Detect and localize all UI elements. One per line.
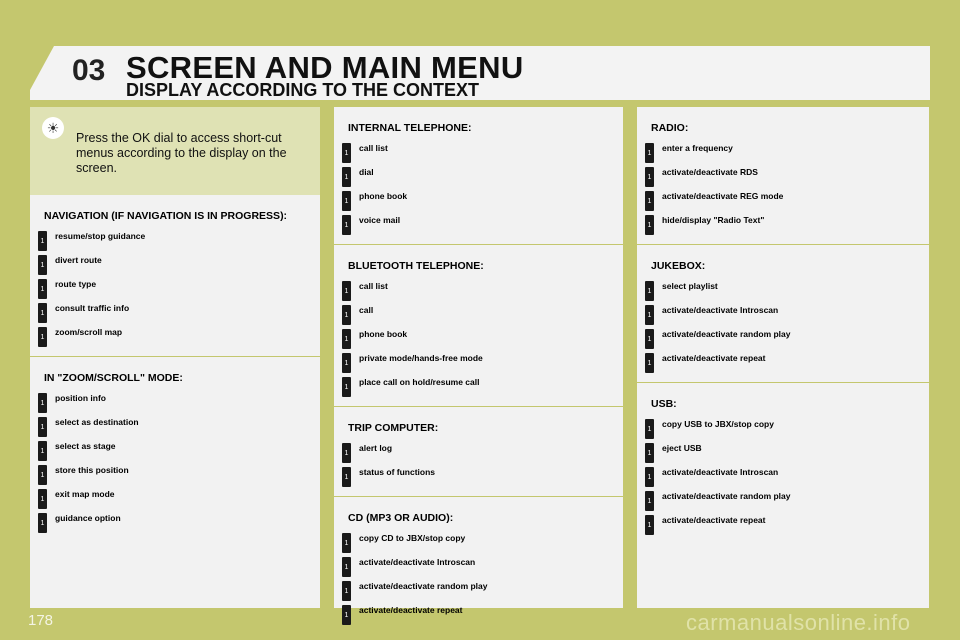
menu-item <box>334 142 623 166</box>
menu-item-label: zoom/scroll map <box>55 327 123 337</box>
menu-item-label: call list <box>359 143 388 153</box>
menu-item <box>334 280 623 304</box>
page-title: SCREEN AND MAIN MENU <box>126 50 524 85</box>
menu-item-label: eject USB <box>662 443 702 453</box>
menu-item <box>334 556 623 580</box>
section-title: NAVIGATION (IF NAVIGATION IS IN PROGRESS): <box>44 210 288 222</box>
step-number-badge: 1 <box>645 329 654 349</box>
menu-item-label: activate/deactivate random play <box>359 581 488 591</box>
menu-item <box>30 230 320 254</box>
menu-item <box>334 580 623 604</box>
menu-item-label: activate/deactivate random play <box>662 491 791 501</box>
step-number-badge: 1 <box>38 417 47 437</box>
menu-item-label: activate/deactivate Introscan <box>662 305 779 315</box>
column-sections <box>334 107 623 634</box>
menu-item-label: call <box>359 305 374 315</box>
column-sections <box>30 195 320 542</box>
menu-item <box>334 214 623 238</box>
menu-item-label: activate/deactivate RDS <box>662 167 758 177</box>
menu-item-label: guidance option <box>55 513 121 523</box>
step-number-badge: 1 <box>38 231 47 251</box>
menu-item-label: select playlist <box>662 281 718 291</box>
menu-item <box>30 488 320 512</box>
menu-item-label: activate/deactivate repeat <box>662 353 766 363</box>
menu-item-label: copy USB to JBX/stop copy <box>662 419 774 429</box>
menu-item-label: status of functions <box>359 467 436 477</box>
step-number-badge: 1 <box>38 489 47 509</box>
menu-item-label: private mode/hands-free mode <box>359 353 483 363</box>
watermark: carmanualsonline.info <box>686 610 911 635</box>
step-number-badge: 1 <box>342 167 351 187</box>
menu-item-label: position info <box>55 393 106 403</box>
step-number-badge: 1 <box>645 281 654 301</box>
page-number: 178 <box>28 612 54 629</box>
menu-item <box>637 214 929 238</box>
menu-item-label: phone book <box>359 191 408 201</box>
menu-item <box>637 490 929 514</box>
menu-item <box>334 190 623 214</box>
menu-section <box>637 245 929 383</box>
step-number-badge: 1 <box>38 465 47 485</box>
menu-item <box>637 166 929 190</box>
menu-item <box>30 512 320 536</box>
menu-item <box>334 532 623 556</box>
menu-item <box>637 280 929 304</box>
menu-item-label: store this position <box>55 465 129 475</box>
section-title: JUKEBOX: <box>651 260 706 272</box>
menu-item-label: activate/deactivate repeat <box>662 515 766 525</box>
menu-section <box>637 107 929 245</box>
menu-item <box>30 326 320 350</box>
step-number-badge: 1 <box>342 443 351 463</box>
menu-item-label: activate/deactivate REG mode <box>662 191 784 201</box>
menu-item <box>334 304 623 328</box>
menu-item <box>334 466 623 490</box>
step-number-badge: 1 <box>342 305 351 325</box>
menu-item-label: select as destination <box>55 417 139 427</box>
step-number-badge: 1 <box>38 393 47 413</box>
step-number-badge: 1 <box>342 191 351 211</box>
step-number-badge: 1 <box>645 515 654 535</box>
chapter-number: 03 <box>72 54 106 87</box>
info-text: Press the OK dial to access short-cut menus according to the display on the screen. <box>76 131 287 175</box>
menu-item-label: activate/deactivate Introscan <box>359 557 476 567</box>
menu-item-label: divert route <box>55 255 102 265</box>
menu-item-label: phone book <box>359 329 408 339</box>
menu-item <box>30 464 320 488</box>
menu-item <box>637 418 929 442</box>
menu-section <box>334 407 623 497</box>
step-number-badge: 1 <box>342 581 351 601</box>
step-number-badge: 1 <box>645 191 654 211</box>
menu-section <box>30 195 320 357</box>
step-number-badge: 1 <box>38 327 47 347</box>
step-number-badge: 1 <box>342 533 351 553</box>
menu-item <box>637 442 929 466</box>
step-number-badge: 1 <box>38 513 47 533</box>
menu-section <box>637 383 929 544</box>
page-subtitle: DISPLAY ACCORDING TO THE CONTEXT <box>126 80 480 100</box>
menu-item <box>30 254 320 278</box>
step-number-badge: 1 <box>342 557 351 577</box>
menu-item-label: route type <box>55 279 97 289</box>
column-navigation <box>30 107 320 608</box>
menu-item <box>637 190 929 214</box>
step-number-badge: 1 <box>38 303 47 323</box>
step-number-badge: 1 <box>342 143 351 163</box>
menu-item <box>30 440 320 464</box>
step-number-badge: 1 <box>645 305 654 325</box>
step-number-badge: 1 <box>645 167 654 187</box>
menu-item-label: dial <box>359 167 374 177</box>
step-number-badge: 1 <box>342 353 351 373</box>
step-number-badge: 1 <box>342 281 351 301</box>
section-title: INTERNAL TELEPHONE: <box>348 122 472 134</box>
menu-section <box>334 245 623 407</box>
menu-item-label: activate/deactivate Introscan <box>662 467 779 477</box>
step-number-badge: 1 <box>38 255 47 275</box>
menu-item-label: call list <box>359 281 388 291</box>
menu-item-label: voice mail <box>359 215 401 225</box>
step-number-badge: 1 <box>342 605 351 625</box>
step-number-badge: 1 <box>342 329 351 349</box>
menu-item-label: enter a frequency <box>662 143 733 153</box>
menu-item <box>637 514 929 538</box>
menu-item-label: exit map mode <box>55 489 115 499</box>
sun-icon: ☀ <box>42 117 64 139</box>
step-number-badge: 1 <box>645 419 654 439</box>
column-radio-jukebox-usb <box>637 107 929 608</box>
menu-item-label: hide/display "Radio Text" <box>662 215 765 225</box>
step-number-badge: 1 <box>645 143 654 163</box>
step-number-badge: 1 <box>645 353 654 373</box>
section-title: USB: <box>651 398 677 410</box>
menu-item-label: select as stage <box>55 441 116 451</box>
step-number-badge: 1 <box>38 441 47 461</box>
step-number-badge: 1 <box>38 279 47 299</box>
section-title: CD (MP3 OR AUDIO): <box>348 512 454 524</box>
menu-item-label: alert log <box>359 443 393 453</box>
section-title: BLUETOOTH TELEPHONE: <box>348 260 484 272</box>
menu-item-label: activate/deactivate repeat <box>359 605 463 615</box>
menu-item <box>334 604 623 628</box>
menu-item-label: copy CD to JBX/stop copy <box>359 533 466 543</box>
menu-item <box>637 328 929 352</box>
menu-item-label: consult traffic info <box>55 303 130 313</box>
menu-item <box>30 302 320 326</box>
menu-item <box>30 392 320 416</box>
menu-item <box>334 166 623 190</box>
menu-item <box>30 416 320 440</box>
step-number-badge: 1 <box>342 377 351 397</box>
menu-section <box>334 497 623 634</box>
menu-item <box>637 352 929 376</box>
step-number-badge: 1 <box>645 491 654 511</box>
menu-item <box>30 278 320 302</box>
menu-item-label: activate/deactivate random play <box>662 329 791 339</box>
section-title: TRIP COMPUTER: <box>348 422 439 434</box>
step-number-badge: 1 <box>645 443 654 463</box>
menu-item <box>637 142 929 166</box>
step-number-badge: 1 <box>342 467 351 487</box>
menu-item <box>637 304 929 328</box>
info-box <box>30 107 320 195</box>
column-sections <box>637 107 929 544</box>
step-number-badge: 1 <box>645 467 654 487</box>
section-title: RADIO: <box>651 122 689 134</box>
step-number-badge: 1 <box>645 215 654 235</box>
menu-item <box>334 352 623 376</box>
menu-section <box>30 357 320 542</box>
menu-section <box>334 107 623 245</box>
column-telephone-media <box>334 107 623 619</box>
menu-item-label: resume/stop guidance <box>55 231 146 241</box>
step-number-badge: 1 <box>342 215 351 235</box>
section-title: IN "ZOOM/SCROLL" MODE: <box>44 372 183 384</box>
menu-item <box>334 376 623 400</box>
menu-item-label: place call on hold/resume call <box>359 377 480 387</box>
menu-item <box>334 328 623 352</box>
menu-item <box>334 442 623 466</box>
menu-item <box>637 466 929 490</box>
